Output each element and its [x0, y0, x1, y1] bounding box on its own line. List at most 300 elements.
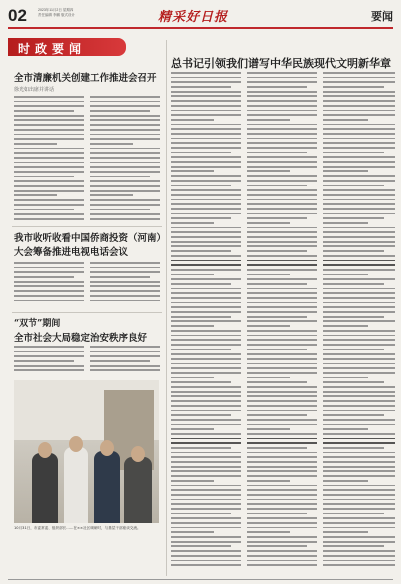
body-text-line: [323, 269, 395, 271]
body-text-line: [171, 138, 241, 140]
body-text-line: [14, 152, 84, 154]
body-text-line: [14, 101, 84, 103]
body-text-line: [14, 360, 74, 362]
body-text-line: [247, 236, 317, 238]
body-text-line: [323, 344, 395, 346]
body-text-line: [323, 138, 395, 140]
body-text-line: [247, 470, 317, 472]
body-text-line: [247, 81, 317, 83]
body-text-line: [323, 513, 384, 515]
body-text-line: [323, 456, 395, 458]
body-text-line: [323, 330, 395, 332]
body-text-line: [171, 508, 241, 510]
body-text-line: [247, 269, 317, 271]
body-text-line: [171, 260, 241, 262]
right-article-headline: 总书记引领我们谱写中华民族现代文明新华章: [171, 57, 391, 70]
body-text-line: [171, 175, 241, 177]
body-text-line: [247, 489, 317, 491]
body-text-line: [323, 424, 395, 426]
photo-person-head: [100, 440, 114, 456]
body-text-line: [247, 124, 317, 126]
news-photo: [14, 380, 159, 523]
body-text-line: [90, 369, 160, 371]
body-text-line: [90, 290, 160, 292]
body-text-line: [247, 119, 290, 121]
date-text: 2023年11月2日 星期四: [38, 8, 74, 12]
body-text-line: [90, 115, 160, 117]
body-text-line: [14, 271, 84, 273]
body-text-line: [171, 297, 241, 299]
body-text-line: [323, 100, 395, 102]
body-text-line: [323, 428, 368, 430]
body-text-line: [171, 527, 241, 529]
body-text-line: [171, 395, 241, 397]
body-text-line: [171, 391, 241, 393]
body-text-line: [247, 386, 317, 388]
body-text-line: [323, 161, 395, 163]
body-text-line: [323, 503, 395, 505]
body-text-line: [323, 367, 395, 369]
body-text-line: [14, 129, 84, 131]
body-text-line: [247, 208, 317, 210]
body-text-line: [90, 262, 160, 264]
body-text-line: [90, 185, 160, 187]
body-text-line: [90, 162, 160, 164]
body-text-line: [171, 222, 214, 224]
body-text-line: [323, 508, 395, 510]
body-text-line: [323, 278, 395, 280]
body-text-line: [14, 276, 74, 278]
body-text-line: [247, 555, 317, 557]
body-text-line: [247, 311, 317, 313]
body-text-line: [247, 138, 317, 140]
body-text-line: [14, 176, 74, 178]
body-text-line: [90, 190, 160, 192]
body-text-line: [90, 204, 160, 206]
body-text-line: [14, 194, 57, 196]
body-text-line: [247, 438, 317, 440]
body-text-line: [247, 189, 317, 191]
body-text-line: [323, 95, 395, 97]
body-text-line: [323, 475, 395, 477]
body-text-line: [171, 133, 241, 135]
right-article-text-col1: [171, 72, 241, 572]
body-text-line: [171, 292, 241, 294]
date-line: [38, 8, 108, 18]
body-text-line: [323, 306, 395, 308]
body-text-line: [247, 95, 317, 97]
body-text-line: [90, 129, 160, 131]
body-text-line: [247, 156, 317, 158]
body-text-line: [171, 517, 241, 519]
body-text-line: [323, 372, 395, 374]
body-text-line: [323, 320, 395, 322]
body-text-line: [247, 278, 317, 280]
body-text-line: [323, 91, 395, 93]
body-text-line: [14, 267, 84, 269]
body-text-line: [323, 81, 395, 83]
body-text-line: [90, 209, 150, 211]
body-text-line: [247, 395, 317, 397]
body-text-line: [171, 414, 231, 416]
body-text-line: [14, 148, 84, 150]
body-text-line: [247, 147, 317, 149]
body-text-line: [171, 124, 241, 126]
masthead: [8, 4, 393, 34]
body-text-line: [171, 236, 241, 238]
body-text-line: [14, 124, 84, 126]
body-text-line: [247, 405, 317, 407]
body-text-line: [247, 86, 307, 88]
body-text-line: [171, 189, 241, 191]
body-text-line: [323, 175, 395, 177]
body-text-line: [171, 503, 241, 505]
body-text-line: [323, 264, 395, 266]
editor-text: 责任编辑 李鹏 版式设计: [38, 13, 75, 17]
body-text-line: [14, 218, 84, 220]
body-text-line: [323, 391, 395, 393]
body-text-line: [90, 166, 160, 168]
body-text-line: [171, 550, 241, 552]
body-text-line: [323, 447, 384, 449]
body-text-line: [323, 358, 395, 360]
body-text-line: [171, 152, 231, 154]
body-text-line: [323, 142, 395, 144]
body-text-line: [323, 152, 384, 154]
body-text-line: [323, 288, 395, 290]
body-text-line: [247, 503, 317, 505]
body-text-line: [323, 325, 368, 327]
body-text-line: [247, 545, 307, 547]
body-text-line: [247, 110, 317, 112]
body-text-line: [171, 560, 241, 562]
body-text-line: [171, 405, 241, 407]
body-text-line: [171, 325, 214, 327]
body-text-line: [323, 499, 395, 501]
body-text-line: [247, 199, 317, 201]
body-text-line: [14, 134, 84, 136]
body-text-line: [323, 86, 384, 88]
body-text-line: [247, 180, 317, 182]
body-text-line: [323, 189, 395, 191]
body-text-line: [323, 485, 395, 487]
body-text-line: [323, 316, 384, 318]
body-text-line: [323, 180, 395, 182]
body-text-line: [90, 152, 160, 154]
body-text-line: [171, 105, 241, 107]
body-text-line: [14, 115, 84, 117]
body-text-line: [14, 105, 84, 107]
body-text-line: [247, 166, 317, 168]
body-text-line: [247, 194, 317, 196]
body-text-line: [323, 419, 395, 421]
body-text-line: [171, 213, 241, 215]
body-text-line: [323, 339, 395, 341]
body-text-line: [171, 81, 241, 83]
body-text-line: [171, 367, 241, 369]
body-text-line: [171, 499, 241, 501]
body-text-line: [171, 494, 241, 496]
body-text-line: [14, 262, 84, 264]
body-text-line: [171, 250, 231, 252]
body-text-line: [171, 424, 241, 426]
body-text-line: [323, 245, 395, 247]
body-text-line: [14, 346, 84, 348]
body-text-line: [171, 72, 241, 74]
body-text-line: [323, 517, 395, 519]
body-text-line: [247, 231, 317, 233]
body-text-line: [171, 447, 231, 449]
body-text-line: [323, 527, 395, 529]
body-text-line: [323, 461, 395, 463]
body-text-line: [247, 531, 290, 533]
body-text-line: [323, 194, 395, 196]
body-text-line: [247, 330, 317, 332]
body-text-line: [171, 194, 241, 196]
body-text-line: [323, 564, 395, 566]
body-text-line: [90, 119, 160, 121]
body-text-line: [90, 300, 160, 302]
body-text-line: [323, 545, 384, 547]
body-text-line: [247, 494, 317, 496]
body-text-line: [14, 96, 84, 98]
body-text-line: [14, 369, 84, 371]
body-text-line: [247, 372, 317, 374]
body-text-line: [323, 410, 395, 412]
body-text-line: [171, 475, 241, 477]
photo-person: [64, 447, 88, 523]
body-text-line: [14, 365, 84, 367]
body-text-line: [171, 386, 241, 388]
body-text-line: [171, 522, 241, 524]
body-text-line: [247, 91, 317, 93]
body-text-line: [247, 485, 317, 487]
left-article3-text-col1: [14, 346, 84, 378]
body-text-line: [247, 297, 317, 299]
body-text-line: [171, 208, 241, 210]
body-text-line: [90, 295, 160, 297]
left-article2-headline-line1: 我市收听收看中国侨商投资（河南）: [14, 233, 167, 244]
body-text-line: [90, 171, 160, 173]
body-text-line: [323, 377, 368, 379]
body-text-line: [14, 213, 84, 215]
body-text-line: [171, 217, 231, 219]
body-text-line: [247, 456, 317, 458]
body-text-line: [171, 110, 241, 112]
body-text-line: [323, 536, 395, 538]
body-text-line: [323, 494, 395, 496]
body-text-line: [171, 278, 241, 280]
body-text-line: [171, 161, 241, 163]
body-text-line: [247, 306, 317, 308]
body-text-line: [171, 227, 241, 229]
body-text-line: [323, 560, 395, 562]
body-text-line: [323, 260, 395, 262]
body-text-line: [323, 555, 395, 557]
section-label: 要闻: [371, 10, 393, 23]
body-text-line: [247, 217, 307, 219]
body-text-line: [171, 344, 241, 346]
body-text-line: [323, 522, 395, 524]
body-text-line: [90, 360, 150, 362]
body-text-line: [323, 414, 384, 416]
section-banner-label: 时政要闻: [18, 42, 87, 56]
body-text-line: [323, 438, 395, 440]
body-text-line: [171, 377, 214, 379]
body-text-line: [323, 217, 384, 219]
body-text-line: [14, 295, 84, 297]
body-text-line: [171, 485, 241, 487]
body-text-line: [247, 100, 317, 102]
body-text-line: [247, 447, 307, 449]
left-article2-headline-line2: 大会筹备推进电视电话会议: [14, 247, 129, 258]
body-text-line: [14, 157, 84, 159]
body-text-line: [247, 283, 307, 285]
body-text-line: [171, 86, 231, 88]
body-text-line: [171, 255, 241, 257]
body-text-line: [171, 353, 241, 355]
body-text-line: [90, 213, 160, 215]
body-text-line: [14, 290, 84, 292]
body-text-line: [247, 325, 290, 327]
body-text-line: [14, 119, 84, 121]
body-text-line: [171, 128, 241, 130]
body-text-line: [90, 267, 160, 269]
body-text-line: [90, 180, 160, 182]
body-text-line: [171, 306, 241, 308]
body-text-line: [90, 176, 150, 178]
body-text-line: [247, 152, 307, 154]
left-article3-headline: 全市社会大局稳定治安秩序良好: [14, 333, 148, 344]
body-text-line: [323, 199, 395, 201]
body-text-line: [323, 353, 395, 355]
body-text-line: [171, 114, 241, 116]
left-article3-kicker: “双节”期间: [14, 319, 61, 329]
body-text-line: [171, 95, 241, 97]
body-text-line: [323, 255, 395, 257]
body-text-line: [323, 203, 395, 205]
body-text-line: [247, 255, 317, 257]
body-text-line: [247, 260, 317, 262]
body-text-line: [171, 77, 241, 79]
body-text-line: [90, 276, 150, 278]
body-text-line: [323, 363, 395, 365]
body-text-line: [247, 442, 317, 444]
body-text-line: [323, 395, 395, 397]
body-text-line: [247, 105, 317, 107]
photo-person-head: [131, 446, 145, 462]
body-text-line: [323, 400, 395, 402]
body-text-line: [247, 339, 317, 341]
body-text-line: [171, 185, 231, 187]
photo-person-head: [69, 436, 83, 452]
body-text-line: [323, 185, 384, 187]
body-text-line: [323, 386, 395, 388]
body-text-line: [90, 355, 160, 357]
body-text-line: [323, 250, 384, 252]
body-text-line: [247, 475, 317, 477]
body-text-line: [171, 156, 241, 158]
right-article-text-col3: [323, 72, 395, 572]
body-text-line: [90, 157, 160, 159]
body-text-line: [171, 283, 231, 285]
body-text-line: [247, 292, 317, 294]
body-text-line: [247, 424, 317, 426]
body-text-line: [247, 522, 317, 524]
body-text-line: [14, 351, 84, 353]
body-text-line: [171, 372, 241, 374]
body-text-line: [247, 400, 317, 402]
body-text-line: [171, 166, 241, 168]
body-text-line: [323, 222, 368, 224]
body-text-line: [171, 335, 241, 337]
body-text-line: [323, 433, 395, 435]
body-text-line: [90, 138, 160, 140]
body-text-line: [171, 433, 241, 435]
body-text-line: [171, 381, 231, 383]
body-text-line: [171, 330, 241, 332]
body-text-line: [171, 100, 241, 102]
body-text-line: [323, 128, 395, 130]
body-text-line: [323, 480, 368, 482]
body-text-line: [171, 419, 241, 421]
body-text-line: [247, 466, 317, 468]
left-article1-text-col2: [90, 96, 160, 224]
body-text-line: [14, 281, 84, 283]
photo-person-head: [38, 442, 52, 458]
body-text-line: [247, 185, 307, 187]
body-text-line: [90, 199, 160, 201]
body-text-line: [171, 241, 241, 243]
footer-rule: [8, 579, 393, 580]
body-text-line: [90, 271, 160, 273]
body-text-line: [171, 302, 241, 304]
body-text-line: [247, 536, 317, 538]
body-text-line: [247, 274, 290, 276]
body-text-line: [247, 335, 317, 337]
body-text-line: [171, 170, 214, 172]
body-text-line: [247, 564, 317, 566]
body-text-line: [247, 344, 317, 346]
body-text-line: [14, 190, 84, 192]
body-text-line: [323, 114, 395, 116]
body-text-line: [247, 367, 317, 369]
body-text-line: [171, 320, 241, 322]
body-text-line: [90, 365, 160, 367]
body-text-line: [323, 349, 384, 351]
body-text-line: [247, 452, 317, 454]
body-text-line: [323, 541, 395, 543]
body-text-line: [323, 213, 395, 215]
body-text-line: [247, 414, 307, 416]
masthead-rule: [8, 27, 393, 29]
body-text-line: [171, 311, 241, 313]
body-text-line: [247, 245, 317, 247]
body-text-line: [14, 355, 84, 357]
body-text-line: [323, 77, 395, 79]
body-text-line: [171, 428, 214, 430]
body-text-line: [323, 405, 395, 407]
body-text-line: [171, 203, 241, 205]
body-text-line: [90, 101, 160, 103]
body-text-line: [247, 302, 317, 304]
body-text-line: [171, 119, 214, 121]
body-text-line: [323, 274, 368, 276]
body-text-line: [247, 513, 307, 515]
body-text-line: [247, 222, 290, 224]
photo-person: [94, 451, 120, 523]
body-text-line: [171, 461, 241, 463]
